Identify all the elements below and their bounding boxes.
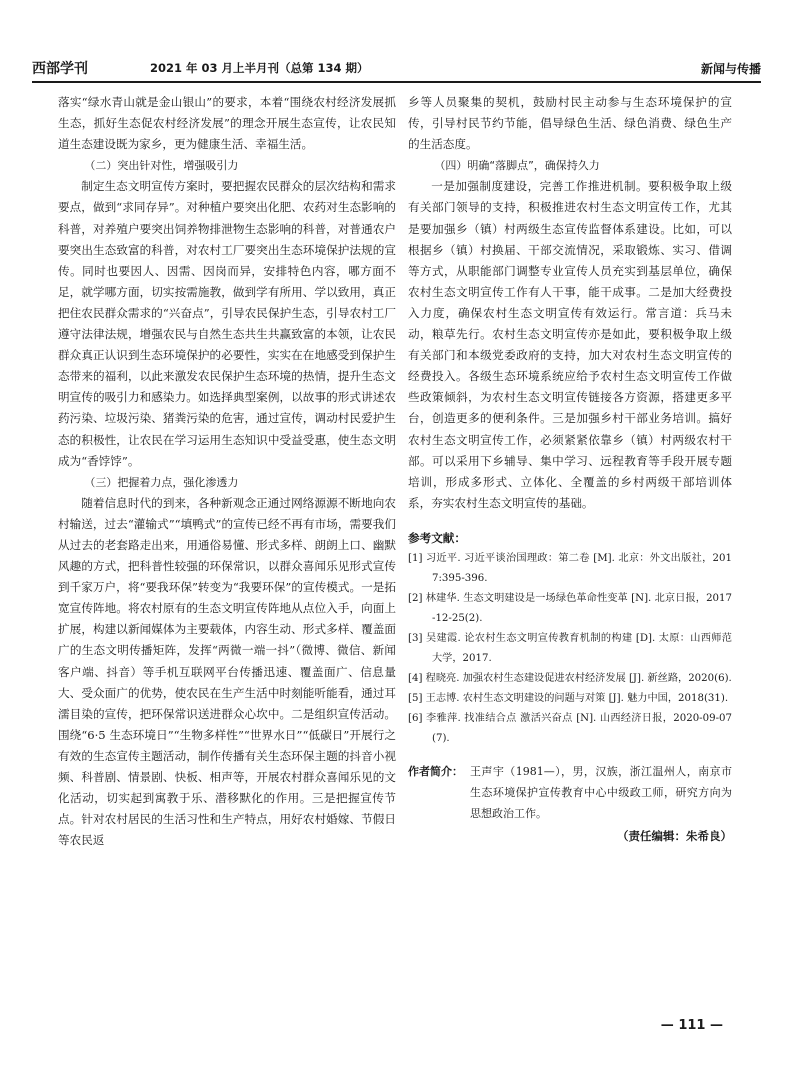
author-bio-label: 作者简介： (408, 764, 463, 778)
references-title: 参考文献： (408, 530, 466, 545)
left-column (58, 92, 396, 851)
reference-item: [2] 林建华. 生态文明建设是一场绿色革命性变革 [N]. 北京日报，2017-12-25(2). (408, 592, 732, 624)
paragraph: 乡等人员聚集的契机，鼓励村民主动参与生态环境保护的宣传，引导村民节约节能，倡导绿色生活、绿色消费、绿色生产的生活态度。 (408, 95, 732, 152)
reference-item: [3] 吴建霞. 论农村生态文明宣传教育机制的构建 [D]. 太原：山西师范大学，2017. (408, 632, 732, 664)
right-column (408, 92, 732, 847)
header-rule (32, 81, 761, 83)
references-list (408, 549, 732, 749)
reference-item: [5] 王志博. 农村生态文明建设的问题与对策 [J]. 魅力中国，2018(31). (408, 692, 729, 704)
reference-item: [4] 程晓亮. 加强农村生态建设促进农村经济发展 [J]. 新丝路，2020(6). (408, 672, 732, 684)
subheading: （三）把握着力点，强化渗透力 (84, 475, 239, 489)
journal-title: 西部学刊 (32, 61, 88, 77)
running-header (32, 58, 761, 80)
reference-item: [6] 李雅萍. 找准结合点 激活兴奋点 [N]. 山西经济日报，2020-09-07(7). (408, 712, 732, 744)
page-number: — 111 — (660, 1018, 723, 1033)
paragraph: 一是加强制度建设，完善工作推进机制。要积极争取上级有关部门领导的支持，积极推进农村生态文明宣传工作，尤其是要加强乡（镇）村两级生态宣传监督体系建设。比如，可以根据乡（镇）村换届、干部交流情况，采取锻炼、实习、借调等方式，从职能部门调整专业宣传人员充实到基层单位，确保农村生态文明宣传工作有人干事，能干成事。二是加大经费投入力度，确保农村生态文明宣传有效运行。常言道：兵马未动，粮草先行。农村生态文明宣传亦是如此，要积极争取上级有关部门和本级党委政府的支持，加大对农村生态文明宣传的经费投入。各级生态环境系统应给予农村生态文明宣传工作做些政策倾斜，为农村生态文明宣传链接各方资源，搭建更多平台，创造更多的便利条件。三是加强乡村干部业务培训。搞好农村生态文明宣传工作，必须紧紧依靠乡（镇）村两级农村干部。可以采用下乡辅导、集中学习、远程教育等手段开展专题培训，形成多形式、立体化、全覆盖的乡村两级干部培训体系，夯实农村生态文明宣传的基础。 (408, 179, 732, 510)
author-bio (408, 761, 732, 824)
reference-item: [1] 习近平. 习近平谈治国理政：第二卷 [M]. 北京：外文出版社，2017:395-396. (408, 552, 732, 584)
paragraph: 落实“绿水青山就是金山银山”的要求，本着“围绕农村经济发展抓生态，抓好生态促农村经济发展”的理念开展生态宣传，让农民知道生态建设既为家乡，更为健康生活、幸福生活。 (58, 95, 396, 152)
issue-info: 2021 年 03 月上半月刊（总第 134 期） (150, 61, 369, 75)
subheading: （四）明确“落脚点”，确保持久力 (434, 159, 600, 173)
paragraph: 随着信息时代的到来，各种新观念正通过网络源源不断地向农村输送，过去“灌输式”“填鸭式”的宣传已经不再有市场，需要我们从过去的老套路走出来，用通俗易懂、形式多样、朗朗上口、幽默风趣的方式，把科普性较强的环保常识，以群众喜闻乐见形式宣传到千家万户，将“要我环保”转变为“我要环保”的宣传模式。一是拓宽宣传阵地。将农村原有的生态文明宣传阵地从点位入手，向面上扩展，构建以新闻媒体为主要载体，内容生动、形式多样、覆盖面广的生态文明传播矩阵，发挥“两微一端一抖”（微博、微信、新闻客户端、抖音）等手机互联网平台传播迅速、覆盖面广、信息量大、受众面广的优势，使农民在生产生活中时刻能听能看，通过耳濡目染的宣传，把环保常识送进群众心坎中。二是组织宣传活动。围绕“6·5 生态环境日”“生物多样性”“世界水日”“低碳日”开展行之有效的生态宣传主题活动，制作传播有关生态环保主题的抖音小视频、科普剧、情景剧、快板、相声等，开展农村群众喜闻乐见的文化活动，切实起到寓教于乐、潜移默化的作用。三是把握宣传节点。针对农村居民的生活习性和生产特点，用好农村婚嫁、节假日等农民返 (58, 495, 396, 848)
author-bio-text: 王声宇（1981—），男，汉族，浙江温州人，南京市生态环境保护宣传教育中心中级政工师，研究方向为思想政治工作。 (470, 764, 732, 820)
subheading: （二）突出针对性，增强吸引力 (84, 159, 239, 173)
paragraph: 制定生态文明宣传方案时，要把握农民群众的层次结构和需求要点，做到“求同存异”。对种植户要突出化肥、农药对生态影响的科普，对养殖户要突出饲养物排泄物生态影响的科普，对普通农户要突出生态致富的科普，对农村工厂要突出生态环境保护法规的宣传。同时也要因人、因需、因岗而异，安排特色内容，哪方面不足，就学哪方面，切实按需施教，做到学有所用、学以致用，真正把住农民群众需求的“兴奋点”，引导农民保护生态，引导农村工厂遵守法律法规，增强农民与自然生态共生共赢致富的本领，让农民群众真正认识到生态环境保护的必要性，实实在在地感受到保护生态带来的福利，以此来激发农民保护生态环境的热情，提升生态文明宣传的吸引力和感染力。如选择典型案例，以故事的形式讲述农药污染、垃圾污染、猪粪污染的危害，通过宣传，调动村民爱护生态的积极性，让农民在学习运用生态知识中受益受惠，使生态文明成为“香饽饽”。 (58, 179, 396, 468)
section-name: 新闻与传播 (700, 62, 761, 76)
responsible-editor: （责任编辑：朱希良） (617, 828, 732, 843)
